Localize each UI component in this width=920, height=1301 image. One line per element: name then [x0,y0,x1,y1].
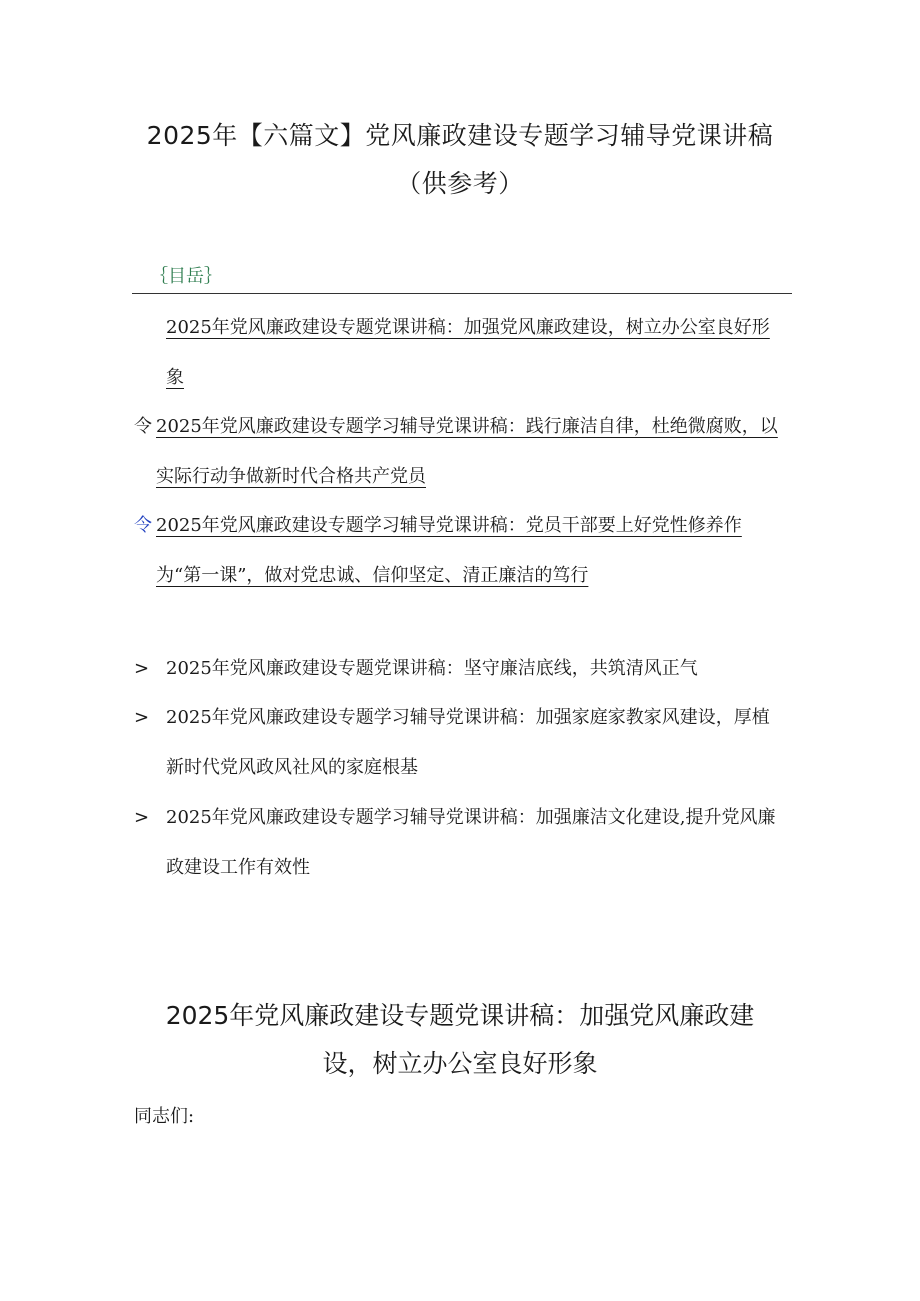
toc-link-2[interactable]: 2025年党风廉政建设专题学习辅导党课讲稿：践行廉洁自律，杜绝微腐败，以实际行动争做新时代合格共产党员 [156,416,778,487]
list-item-3: 2025年党风廉政建设专题学习辅导党课讲稿：加强廉洁文化建设,提升党风廉政建设工作有效性 [166,807,776,878]
section-title-line-1: 2025年党风廉政建设专题党课讲稿：加强党风廉政建 [165,1001,755,1030]
salutation: 同志们: [134,1106,195,1127]
chevron-right-icon: > [134,807,150,828]
section-title [140,992,780,1088]
section-title-line-2: 设，树立办公室良好形象 [322,1049,598,1078]
chevron-right-icon: > [134,707,150,728]
chevron-right-icon: > [134,658,150,679]
toc-marker-3: 令 [134,515,152,536]
list-item-1: 2025年党风廉政建设专题党课讲稿：坚守廉洁底线，共筑清风正气 [166,658,698,679]
list-item-2: 2025年党风廉政建设专题学习辅导党课讲稿：加强家庭家教家风建设，厚植新时代党风政风社风的家庭根基 [166,707,770,778]
title-line-2: （供参考） [396,169,524,198]
toc-heading: ｛目岳｝ [150,266,222,287]
toc-link-3[interactable]: 2025年党风廉政建设专题学习辅导党课讲稿：党员干部要上好党性修养作为“第一课”，做对党忠诚、信仰坚定、清正廉洁的笃行 [156,515,742,586]
toc-divider [132,293,792,294]
title-line-1: 2025年【六篇文】党风廉政建设专题学习辅导党课讲稿 [146,121,774,150]
toc-link-1[interactable]: 2025年党风廉政建设专题党课讲稿：加强党风廉政建设，树立办公室良好形象 [166,317,770,388]
toc-marker-2: 令 [134,416,152,437]
document-title [130,112,790,208]
